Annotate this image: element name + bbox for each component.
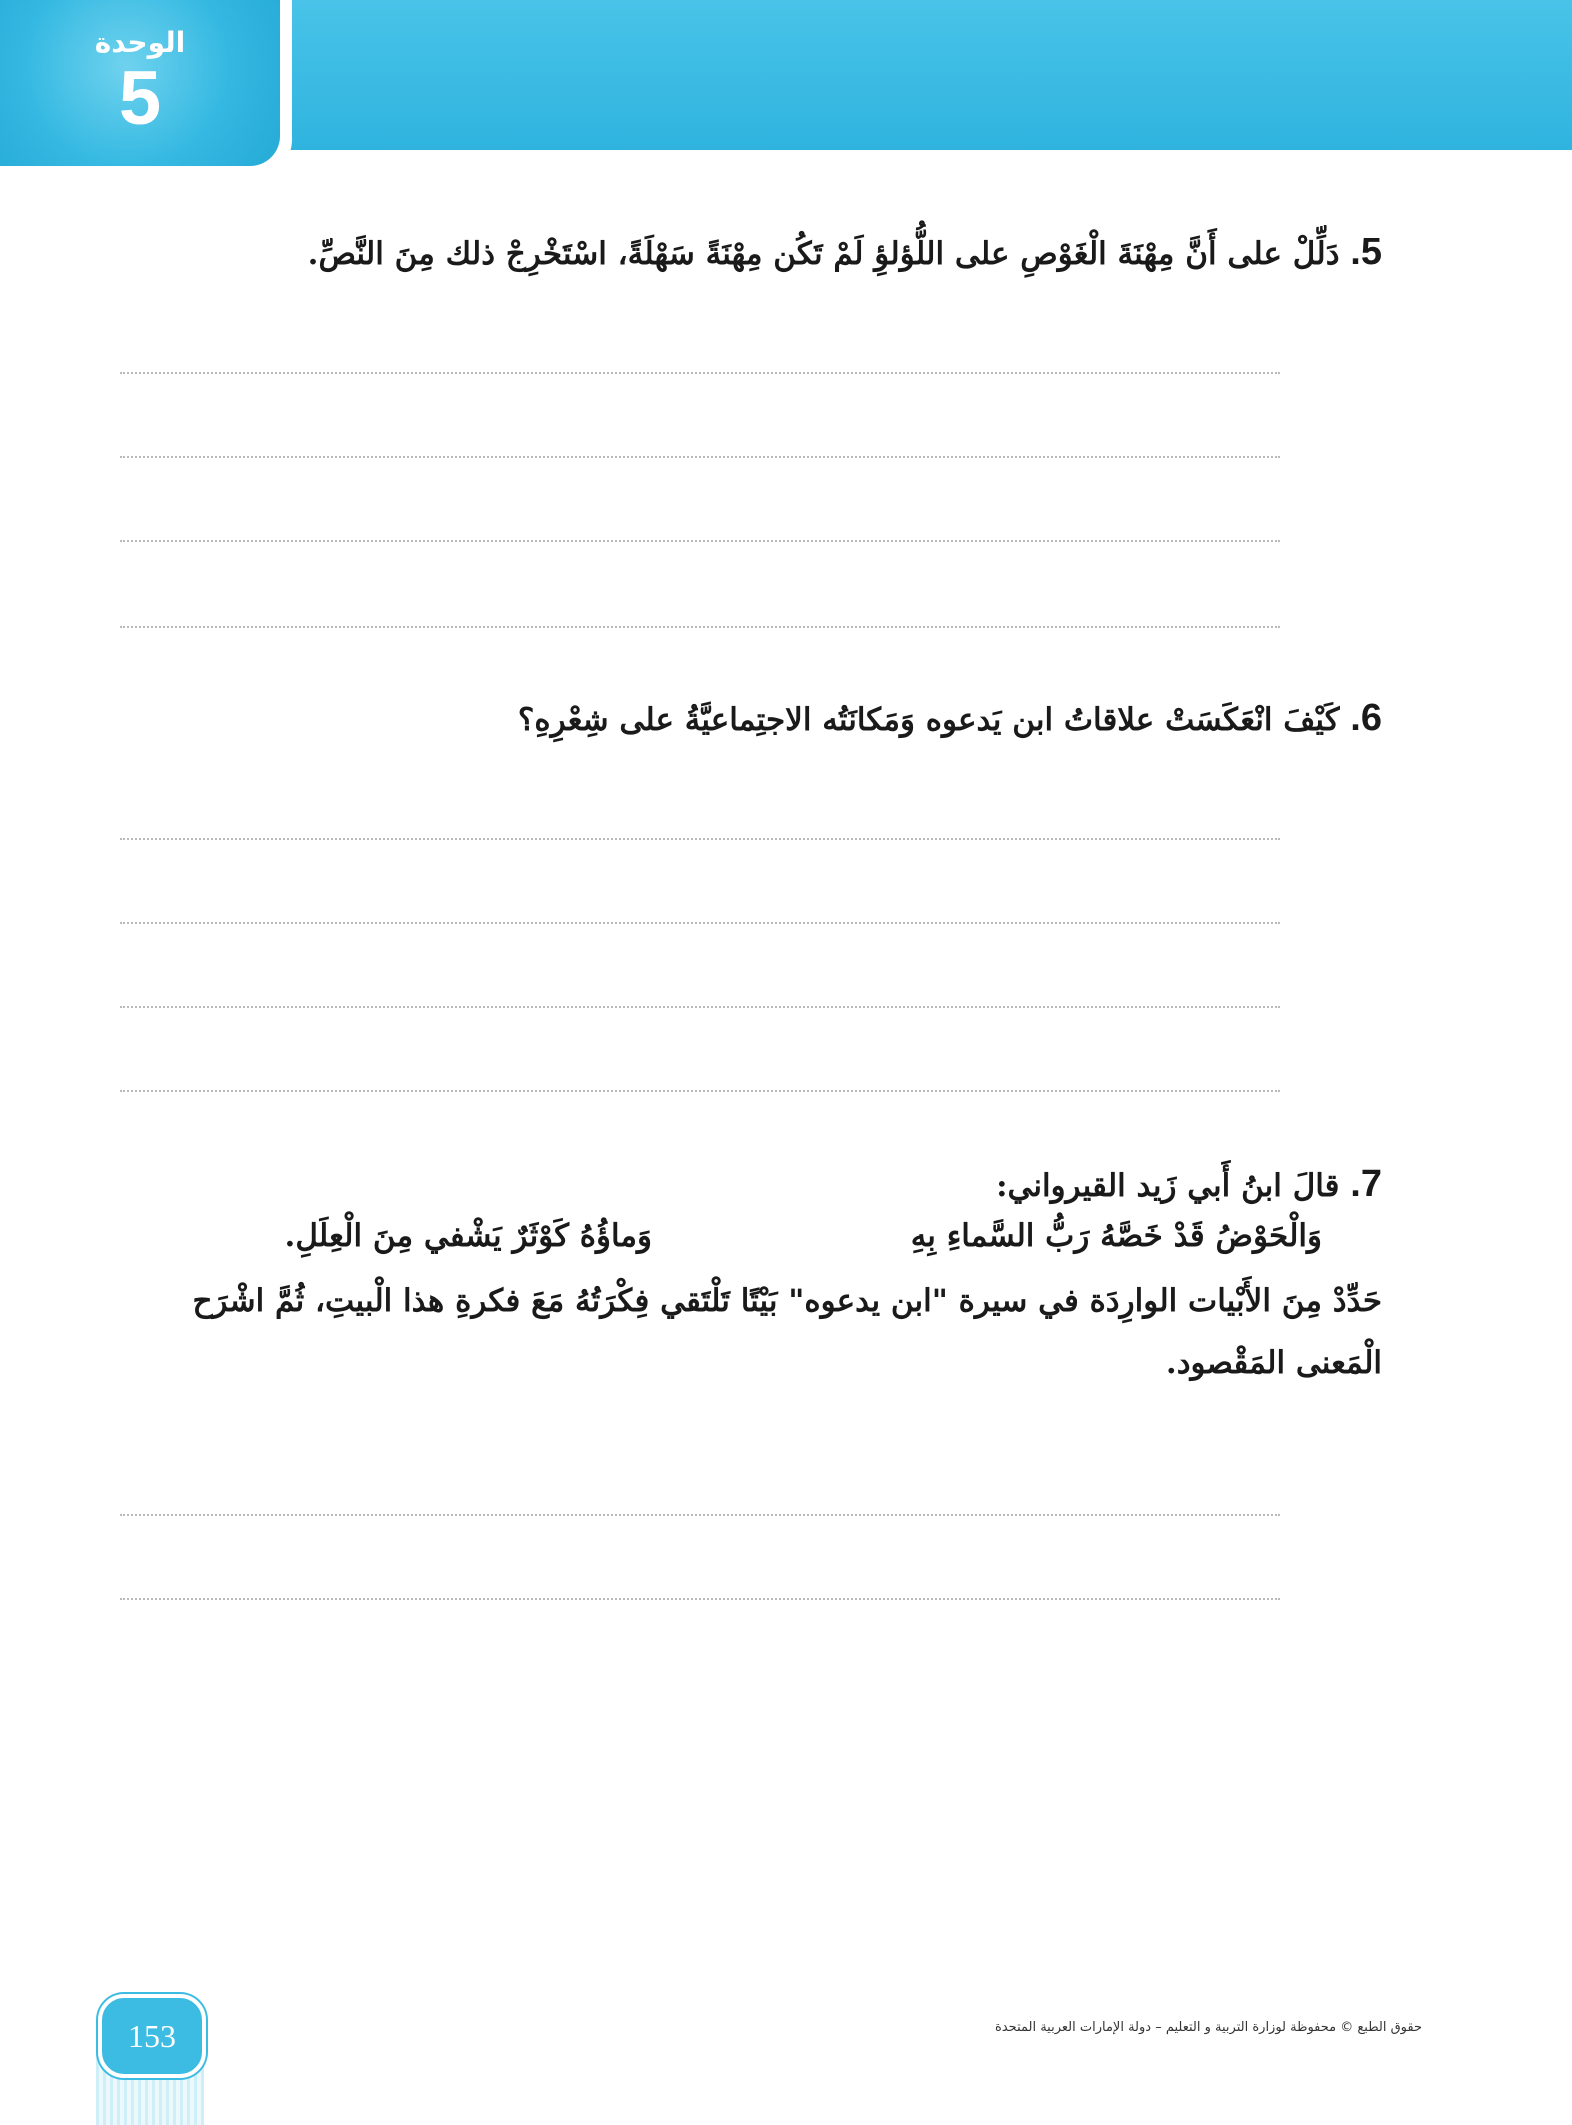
answer-line[interactable]: [120, 1598, 1280, 1600]
unit-number: 5: [118, 56, 162, 141]
unit-badge: [0, 0, 292, 176]
page-number: 153: [128, 2017, 176, 2054]
question-instruction: حَدِّدْ مِنَ الأَبْيات الوارِدَة في سيرة "ابن يدعوه" بَيْتًا تَلْتَقي فِكْرَتُهُ مَعَ فكرةِ هذا الْبيتِ، ثُمَّ اشْرَح الْمَعنى المَقْصود.: [192, 1283, 1382, 1381]
question-number: 7.: [1350, 1163, 1382, 1205]
answer-line[interactable]: [120, 838, 1280, 840]
verse-first-hemistich: وَالْحَوْضُ قَدْ خَصَّهُ رَبُّ السَّماءِ بِهِ: [910, 1218, 1322, 1254]
answer-line[interactable]: [120, 1514, 1280, 1516]
question-text: كَيْفَ انْعَكَسَتْ علاقاتُ ابن يَدعوه وَمَكانَتُه الاجتِماعيَّةُ على شِعْرِهِ؟: [517, 702, 1340, 738]
answer-line[interactable]: [120, 922, 1280, 924]
question-7: [132, 1160, 1382, 1209]
question-6: [132, 694, 1382, 743]
unit-badge-inner: [0, 0, 280, 166]
answer-line[interactable]: [120, 456, 1280, 458]
answer-line[interactable]: [120, 540, 1280, 542]
question-number: 6.: [1350, 697, 1382, 739]
question-number: 5.: [1350, 231, 1382, 273]
answer-line[interactable]: [120, 372, 1280, 374]
question-text: دَلِّلْ على أَنَّ مِهْنَةَ الْغَوْصِ على اللُّؤلؤِ لَمْ تَكُن مِهْنَةً سَهْلَةً، اسْتَخْرِجْ ذلك مِنَ النَّصِّ.: [307, 236, 1340, 272]
verse-second-hemistich: وَماؤُهُ كَوْثَرٌ يَشْفي مِنَ الْعِلَلِ.: [284, 1218, 652, 1254]
answer-line[interactable]: [120, 1090, 1280, 1092]
copyright-text: حقوق الطبع © محفوظة لوزارة التربية و التعليم – دولة الإمارات العربية المتحدة: [995, 2020, 1422, 2035]
unit-label: الوحدة: [94, 26, 186, 59]
page-number-box: [98, 1994, 206, 2078]
question-5: [132, 228, 1382, 277]
page-number-badge: [88, 1990, 212, 2125]
answer-line[interactable]: [120, 1006, 1280, 1008]
answer-line[interactable]: [120, 626, 1280, 628]
question-text: قالَ ابنُ أَبي زَيد القيرواني:: [996, 1168, 1340, 1204]
